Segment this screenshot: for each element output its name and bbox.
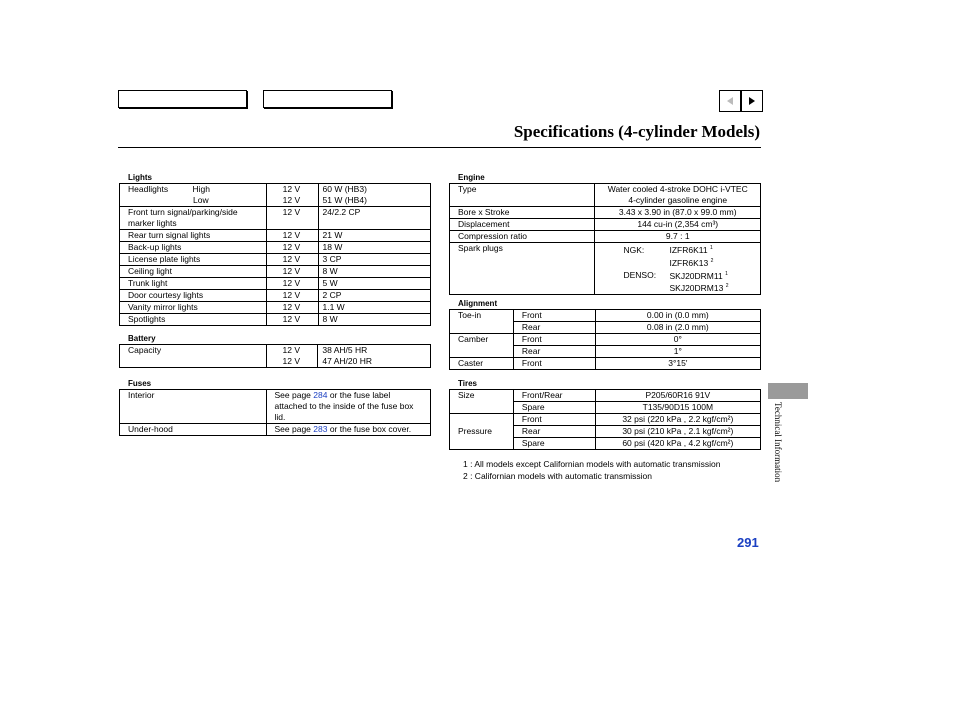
fuse-location-label: Interior — [120, 390, 267, 424]
table-row — [450, 231, 761, 243]
alignment-table — [449, 309, 761, 370]
table-row — [120, 207, 431, 230]
alignment-value: 0.08 in (2.0 mm) — [595, 322, 760, 334]
engine-value: Water cooled 4-stroke DOHC i-VTEC 4-cylinder gasoline engine — [595, 184, 761, 207]
table-row — [120, 390, 431, 424]
engine-label: Displacement — [450, 219, 595, 231]
table-row — [120, 345, 431, 368]
table-row — [120, 230, 431, 242]
table-row — [450, 358, 761, 370]
engine-table — [449, 183, 761, 295]
volt-cell: 12 V — [266, 184, 318, 196]
battery-label: Capacity — [120, 345, 267, 368]
table-row — [120, 254, 431, 266]
capacity-cell: 38 AH/5 HR 47 AH/20 HR — [318, 345, 431, 368]
fuse-info-cell: See page 284 or the fuse label attached to the inside of the fuse box lid. — [266, 390, 431, 424]
engine-label: Type — [450, 184, 595, 207]
table-row — [120, 195, 431, 207]
lights-name-cell: Door courtesy lights — [120, 290, 267, 302]
position-cell: Rear — [513, 346, 595, 358]
lights-name-cell: Low — [120, 195, 267, 207]
lights-name-cell: Rear turn signal lights — [120, 230, 267, 242]
fuses-table — [119, 389, 431, 436]
table-row — [450, 322, 761, 334]
lights-name-cell: License plate lights — [120, 254, 267, 266]
volt-cell: 12 V — [266, 254, 318, 266]
watt-cell: 51 W (HB4) — [318, 195, 431, 207]
previous-page-button[interactable] — [719, 90, 741, 112]
alignment-label: Camber — [450, 334, 514, 346]
fuse-info-cell: See page 283 or the fuse box cover. — [266, 424, 431, 436]
position-cell: Front — [513, 334, 595, 346]
volt-cell: 12 V — [266, 314, 318, 326]
battery-heading: Battery — [128, 334, 156, 343]
tires-table — [449, 389, 761, 450]
watt-cell: 5 W — [318, 278, 431, 290]
battery-table — [119, 344, 431, 368]
lights-name-cell: Vanity mirror lights — [120, 302, 267, 314]
page-title: Specifications (4-cylinder Models) — [513, 122, 760, 141]
title-rule — [118, 147, 761, 148]
lights-name-cell: Ceiling light — [120, 266, 267, 278]
watt-cell: 60 W (HB3) — [318, 184, 431, 196]
table-row — [450, 243, 761, 295]
tires-value: T135/90D15 100M — [595, 402, 760, 414]
table-row — [120, 290, 431, 302]
lights-heading: Lights — [128, 173, 152, 182]
engine-label: Spark plugs — [450, 243, 595, 295]
table-row — [450, 346, 761, 358]
table-row — [120, 266, 431, 278]
watt-cell: 2 CP — [318, 290, 431, 302]
tires-value: P205/60R16 91V — [595, 390, 760, 402]
table-row — [450, 438, 761, 450]
lights-table — [119, 183, 431, 326]
table-row — [120, 314, 431, 326]
tires-label: Size — [450, 390, 514, 402]
volt-cell: 12 V — [266, 290, 318, 302]
lights-name-cell: Spotlights — [120, 314, 267, 326]
table-row — [450, 414, 761, 426]
watt-cell: 18 W — [318, 242, 431, 254]
table-row — [120, 242, 431, 254]
engine-heading: Engine — [458, 173, 485, 182]
section-tab[interactable] — [768, 383, 808, 399]
tires-label — [450, 438, 514, 450]
table-row — [120, 278, 431, 290]
lights-name-cell: Headlights High — [120, 184, 267, 196]
alignment-value: 0.00 in (0.0 mm) — [595, 310, 760, 322]
table-row — [450, 334, 761, 346]
alignment-heading: Alignment — [458, 299, 498, 308]
engine-value: 9.7 : 1 — [595, 231, 761, 243]
table-row — [450, 219, 761, 231]
lights-name-cell: Trunk light — [120, 278, 267, 290]
triangle-right-icon — [747, 96, 757, 106]
fuses-heading: Fuses — [128, 379, 152, 388]
engine-value: 144 cu-in (2,354 cm³) — [595, 219, 761, 231]
position-cell: Spare — [513, 402, 595, 414]
tires-label — [450, 414, 514, 426]
volt-cell: 12 V — [266, 207, 318, 230]
volt-cell: 12 V — [266, 266, 318, 278]
volt-cell: 12 V 12 V — [266, 345, 318, 368]
watt-cell: 1.1 W — [318, 302, 431, 314]
alignment-label — [450, 322, 514, 334]
volt-cell: 12 V — [266, 230, 318, 242]
lights-name-cell: Back-up lights — [120, 242, 267, 254]
watt-cell: 8 W — [318, 266, 431, 278]
engine-label: Bore x Stroke — [450, 207, 595, 219]
tires-label: Pressure — [450, 426, 514, 438]
section-tab-label: Technical Information — [773, 402, 783, 483]
table-row — [120, 184, 431, 196]
spark-plug-cell: NGK: IZFR6K11 $^1$ IZFR6K13 $^2$ DENSO: SKJ20DRM11 $^1$ SKJ20DRM13 $^2$ — [595, 243, 761, 295]
position-cell: Spare — [513, 438, 595, 450]
watt-cell: 8 W — [318, 314, 431, 326]
alignment-label: Caster — [450, 358, 514, 370]
table-row — [120, 302, 431, 314]
position-cell: Front — [513, 358, 595, 370]
position-cell: Rear — [513, 426, 595, 438]
watt-cell: 21 W — [318, 230, 431, 242]
table-row — [120, 424, 431, 436]
tires-value: 32 psi (220 kPa , 2.2 kgf/cm²) — [595, 414, 760, 426]
footnote-1: 1 : All models except Californian models with automatic transmission — [463, 459, 721, 469]
alignment-label — [450, 346, 514, 358]
position-cell: Front — [513, 414, 595, 426]
page-link[interactable]: 284 — [313, 390, 328, 400]
nav-button-2[interactable] — [263, 90, 392, 108]
watt-cell: 3 CP — [318, 254, 431, 266]
tires-value: 30 psi (210 kPa , 2.1 kgf/cm²) — [595, 426, 760, 438]
tires-value: 60 psi (420 kPa , 4.2 kgf/cm²) — [595, 438, 760, 450]
alignment-value: 1° — [595, 346, 760, 358]
page-number: 291 — [737, 535, 759, 550]
table-row — [450, 426, 761, 438]
volt-cell: 12 V — [266, 195, 318, 207]
watt-cell: 24/2.2 CP — [318, 207, 431, 230]
alignment-value: 3°15′ — [595, 358, 760, 370]
table-row — [450, 207, 761, 219]
page-link[interactable]: 283 — [313, 424, 328, 434]
next-page-button[interactable] — [741, 90, 763, 112]
triangle-left-icon — [725, 96, 735, 106]
alignment-value: 0° — [595, 334, 760, 346]
fuse-location-label: Under-hood — [120, 424, 267, 436]
tires-label — [450, 402, 514, 414]
lights-name-cell: Front turn signal/parking/side marker lights — [120, 207, 267, 230]
table-row — [450, 184, 761, 207]
position-cell: Front — [513, 310, 595, 322]
volt-cell: 12 V — [266, 302, 318, 314]
table-row — [450, 310, 761, 322]
position-cell: Rear — [513, 322, 595, 334]
volt-cell: 12 V — [266, 242, 318, 254]
footnote-2: 2 : Californian models with automatic transmission — [463, 471, 652, 481]
alignment-label: Toe-in — [450, 310, 514, 322]
engine-label: Compression ratio — [450, 231, 595, 243]
engine-value: 3.43 x 3.90 in (87.0 x 99.0 mm) — [595, 207, 761, 219]
position-cell: Front/Rear — [513, 390, 595, 402]
nav-button-1[interactable] — [118, 90, 247, 108]
table-row — [450, 390, 761, 402]
tires-heading: Tires — [458, 379, 477, 388]
table-row — [450, 402, 761, 414]
volt-cell: 12 V — [266, 278, 318, 290]
